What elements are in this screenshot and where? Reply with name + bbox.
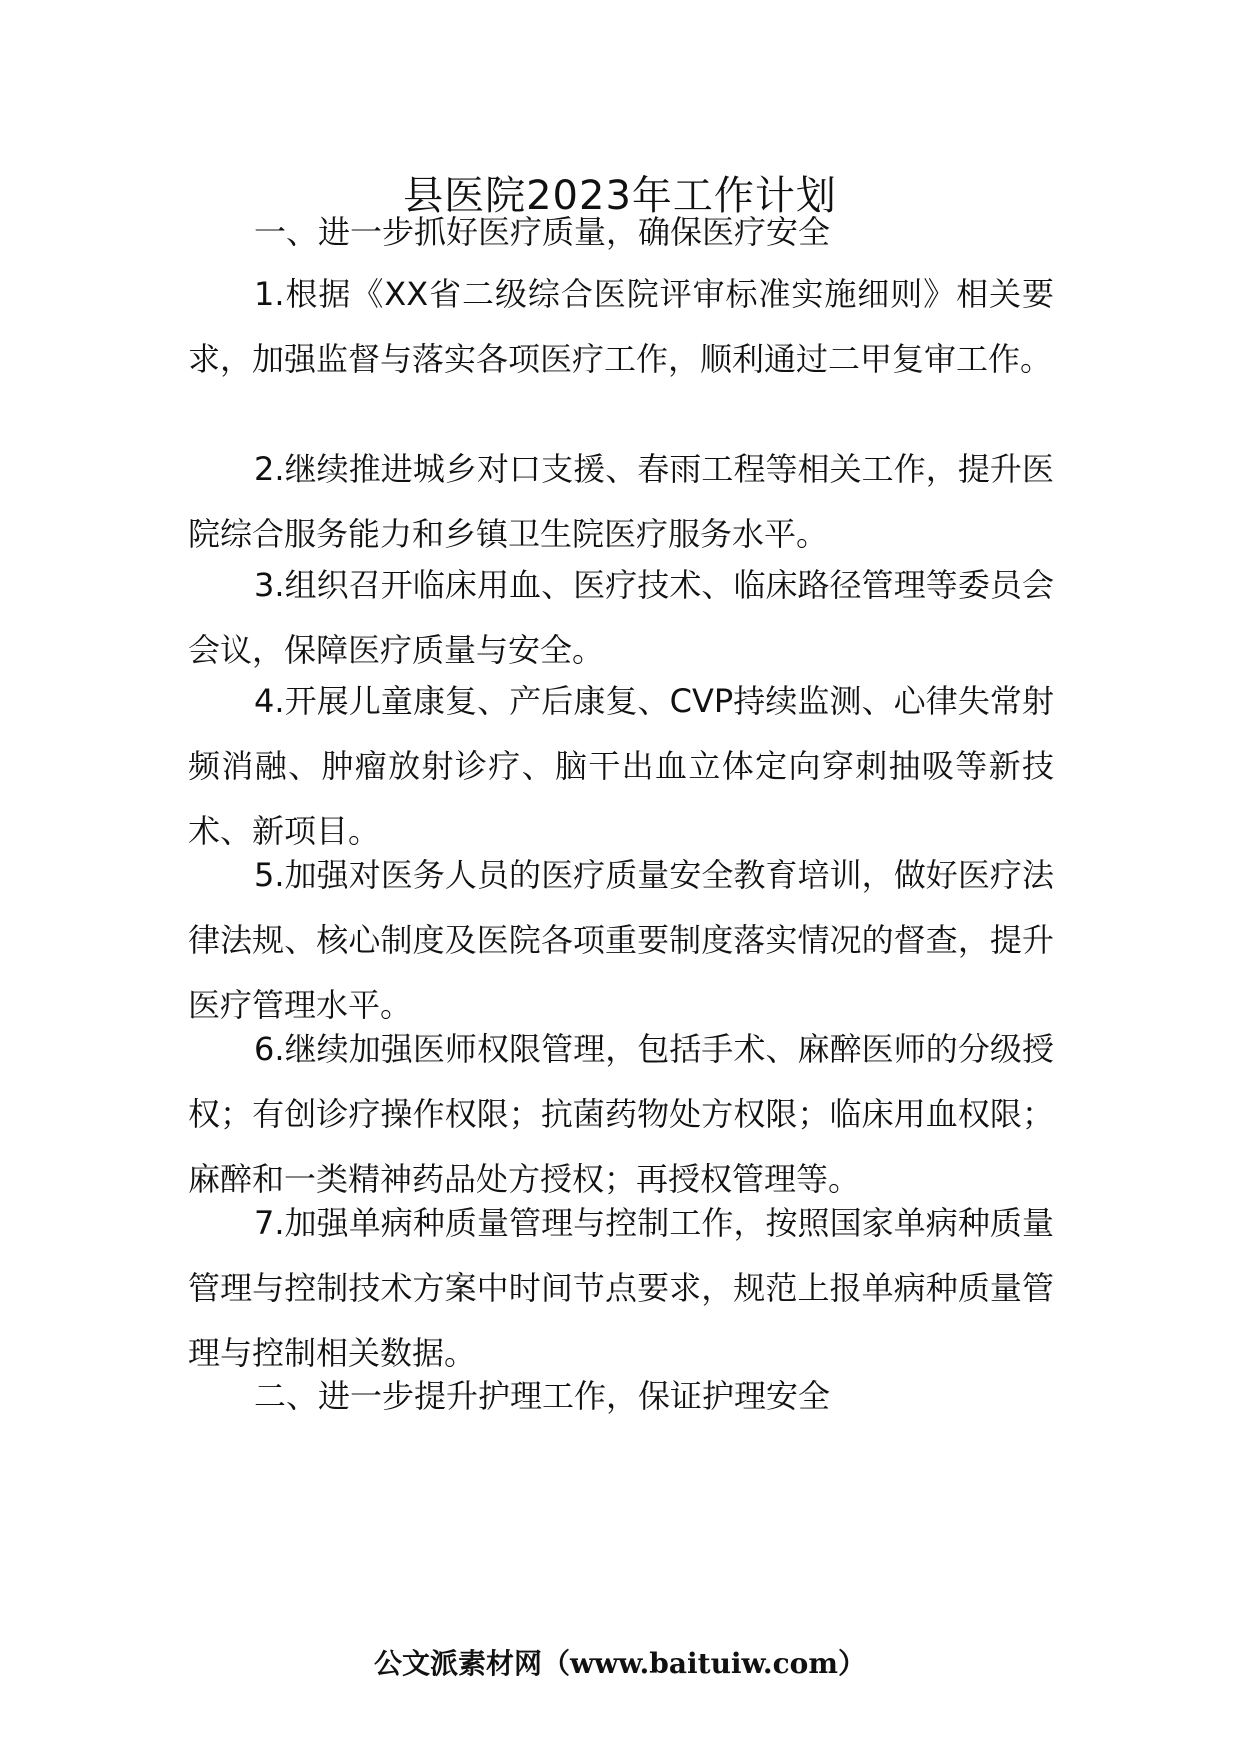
paragraph-item-4: 4.开展儿童康复、产后康复、CVP持续监测、心律失常射频消融、肿瘤放射诊疗、脑干出血立体定向穿刺抽吸等新技术、新项目。 [188, 682, 1054, 850]
paragraph-item-3: 3.组织召开临床用血、医疗技术、临床路径管理等委员会会议，保障医疗质量与安全。 [188, 566, 1054, 669]
page-footer: 公文派素材网（www.baituiw.com） [374, 1647, 866, 1680]
section-heading-2: 二、进一步提升护理工作，保证护理安全 [254, 1377, 831, 1415]
paragraph-item-6: 6.继续加强医师权限管理，包括手术、麻醉医师的分级授权；有创诊疗操作权限；抗菌药物处方权限；临床用血权限；麻醉和一类精神药品处方授权；再授权管理等。 [188, 1030, 1054, 1198]
section-heading-1: 一、进一步抓好医疗质量，确保医疗安全 [254, 213, 831, 251]
paragraph-item-5: 5.加强对医务人员的医疗质量安全教育培训，做好医疗法律法规、核心制度及医院各项重要制度落实情况的督查，提升医疗管理水平。 [188, 856, 1054, 1024]
paragraph-item-2: 2.继续推进城乡对口支援、春雨工程等相关工作，提升医院综合服务能力和乡镇卫生院医疗服务水平。 [188, 450, 1054, 553]
paragraph-item-7: 7.加强单病种质量管理与控制工作，按照国家单病种质量管理与控制技术方案中时间节点要求，规范上报单病种质量管理与控制相关数据。 [188, 1204, 1054, 1372]
document-title: 县医院2023年工作计划 [403, 173, 837, 219]
paragraph-item-1: 1.根据《XX省二级综合医院评审标准实施细则》相关要求，加强监督与落实各项医疗工作，顺利通过二甲复审工作。 [188, 275, 1054, 378]
